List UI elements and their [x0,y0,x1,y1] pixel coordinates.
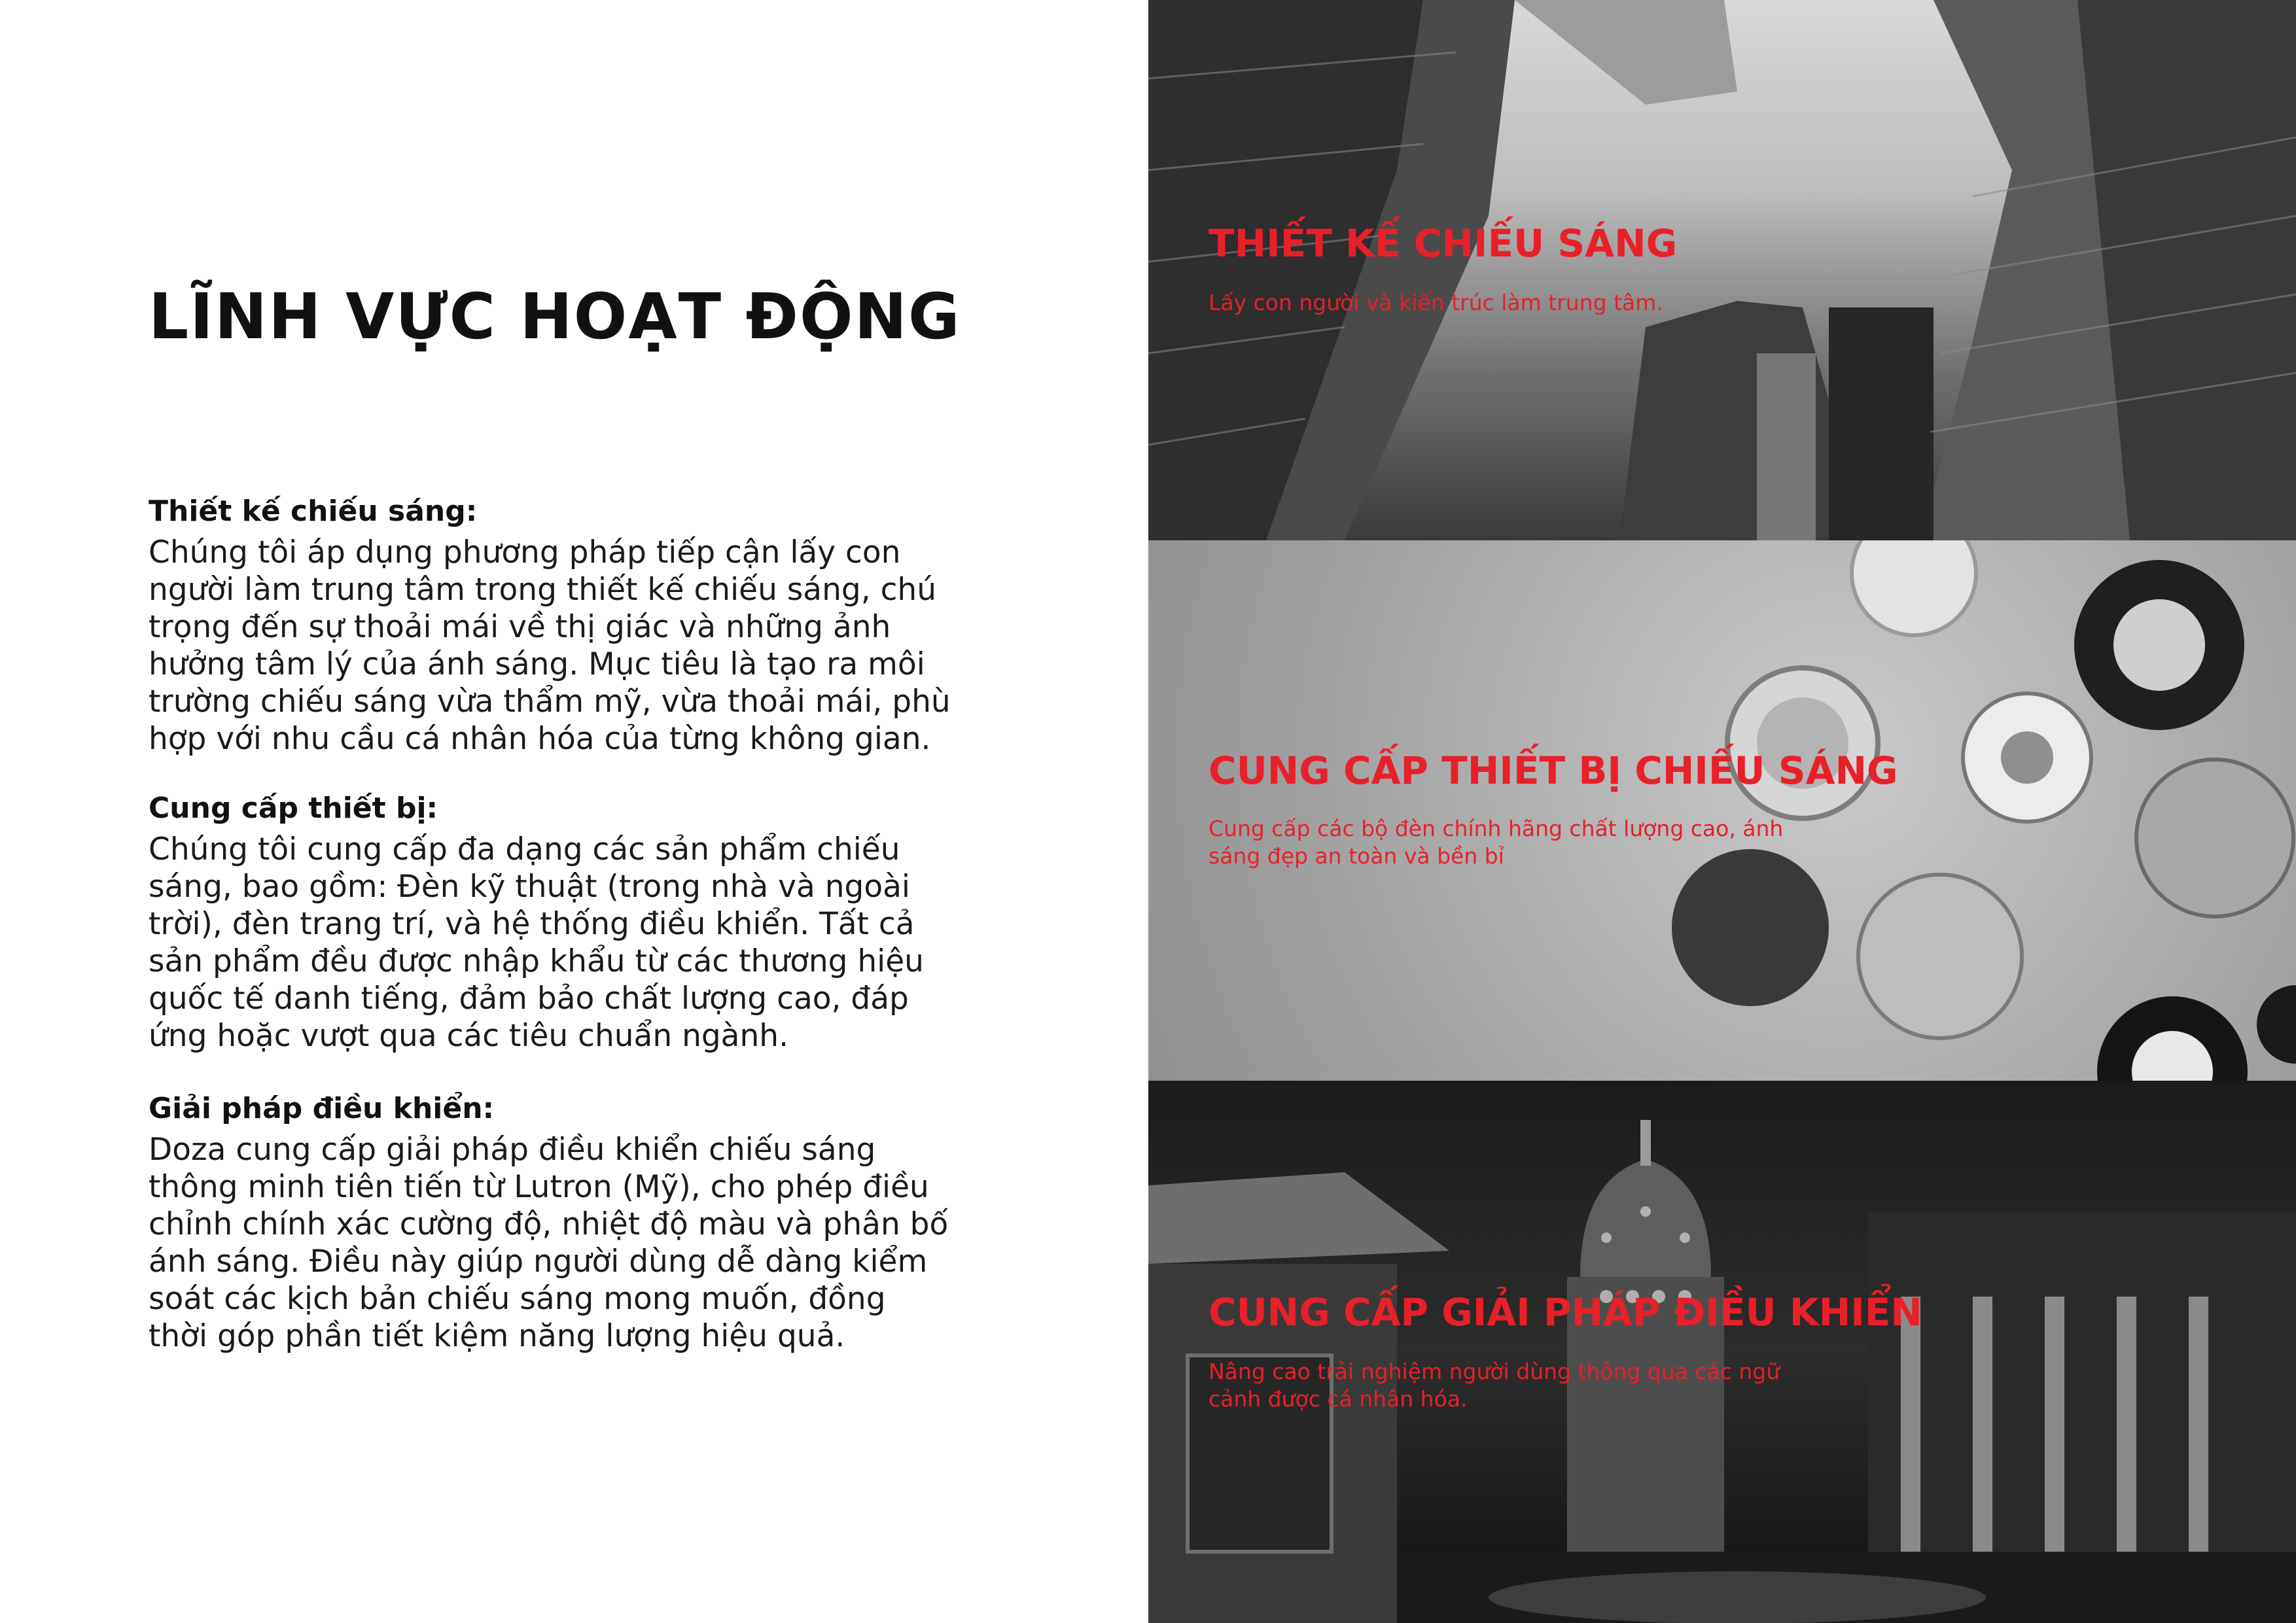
panel-subtitle: Lấy con người và kiến trúc làm trung tâm. [1209,290,1663,315]
section-body: Doza cung cấp giải pháp điều khiển chiếu sáng thông minh tiên tiến từ Lutron (Mỹ), cho phép điều chỉnh chính xác cường độ, nhiệt độ màu và phân bố ánh sáng. Điều này giúp người dùng dễ dàng kiểm soát các kịch bản chiếu sáng mong muốn, đồng thời góp phần tiết kiệm năng lượng hiệu quả. [149,1132,949,1354]
section-equipment-supply [149,789,953,1055]
downlights-photo [1148,540,2296,1081]
section-control-solutions [149,1089,953,1355]
section-body: Chúng tôi cung cấp đa dạng các sản phẩm chiếu sáng, bao gồm: Đèn kỹ thuật (trong nhà và ngoài trời), đèn trang trí, và hệ thống điều khiển. Tất cả sản phẩm đều được nhập khẩu từ các thương hiệu quốc tế danh tiếng, đảm bảo chất lượng cao, đáp ứng hoặc vượt qua các tiêu chuẩn ngành. [149,831,924,1054]
section-heading: Giải pháp điều khiển: [149,1092,495,1125]
panel-title: THIẾT KẾ CHIẾU SÁNG [1209,221,1678,266]
panel-subtitle: Cung cấp các bộ đèn chính hãng chất lượng cao, ánh sáng đẹp an toàn và bền bỉ [1209,816,1784,869]
section-heading: Cung cấp thiết bị: [149,792,438,825]
panel-lighting-design [1148,0,2296,540]
panel-title: CUNG CẤP THIẾT BỊ CHIẾU SÁNG [1209,748,1898,793]
panel-equipment-supply [1148,540,2296,1081]
page-title: LĨNH VỰC HOẠT ĐỘNG [149,280,961,353]
skyscrapers-photo [1148,0,2296,540]
night-villa-photo [1148,1081,2296,1623]
section-heading: Thiết kế chiếu sáng: [149,495,478,528]
right-page [1148,0,2296,1623]
section-body: Chúng tôi áp dụng phương pháp tiếp cận lấy con người làm trung tâm trong thiết kế chiếu sáng, chú trọng đến sự thoải mái về thị giác và những ảnh hưởng tâm lý của ánh sáng. Mục tiêu là tạo ra môi trường chiếu sáng vừa thẩm mỹ, vừa thoải mái, phù hợp với nhu cầu cá nhân hóa của từng không gian. [149,534,951,757]
panel-subtitle: Nâng cao trải nghiệm người dùng thông qua các ngữ cảnh được cá nhân hóa. [1209,1359,1780,1412]
section-lighting-design [149,492,953,758]
panel-title: CUNG CẤP GIẢI PHÁP ĐIỀU KHIỂN [1209,1290,1922,1335]
panel-control-solutions [1148,1081,2296,1623]
